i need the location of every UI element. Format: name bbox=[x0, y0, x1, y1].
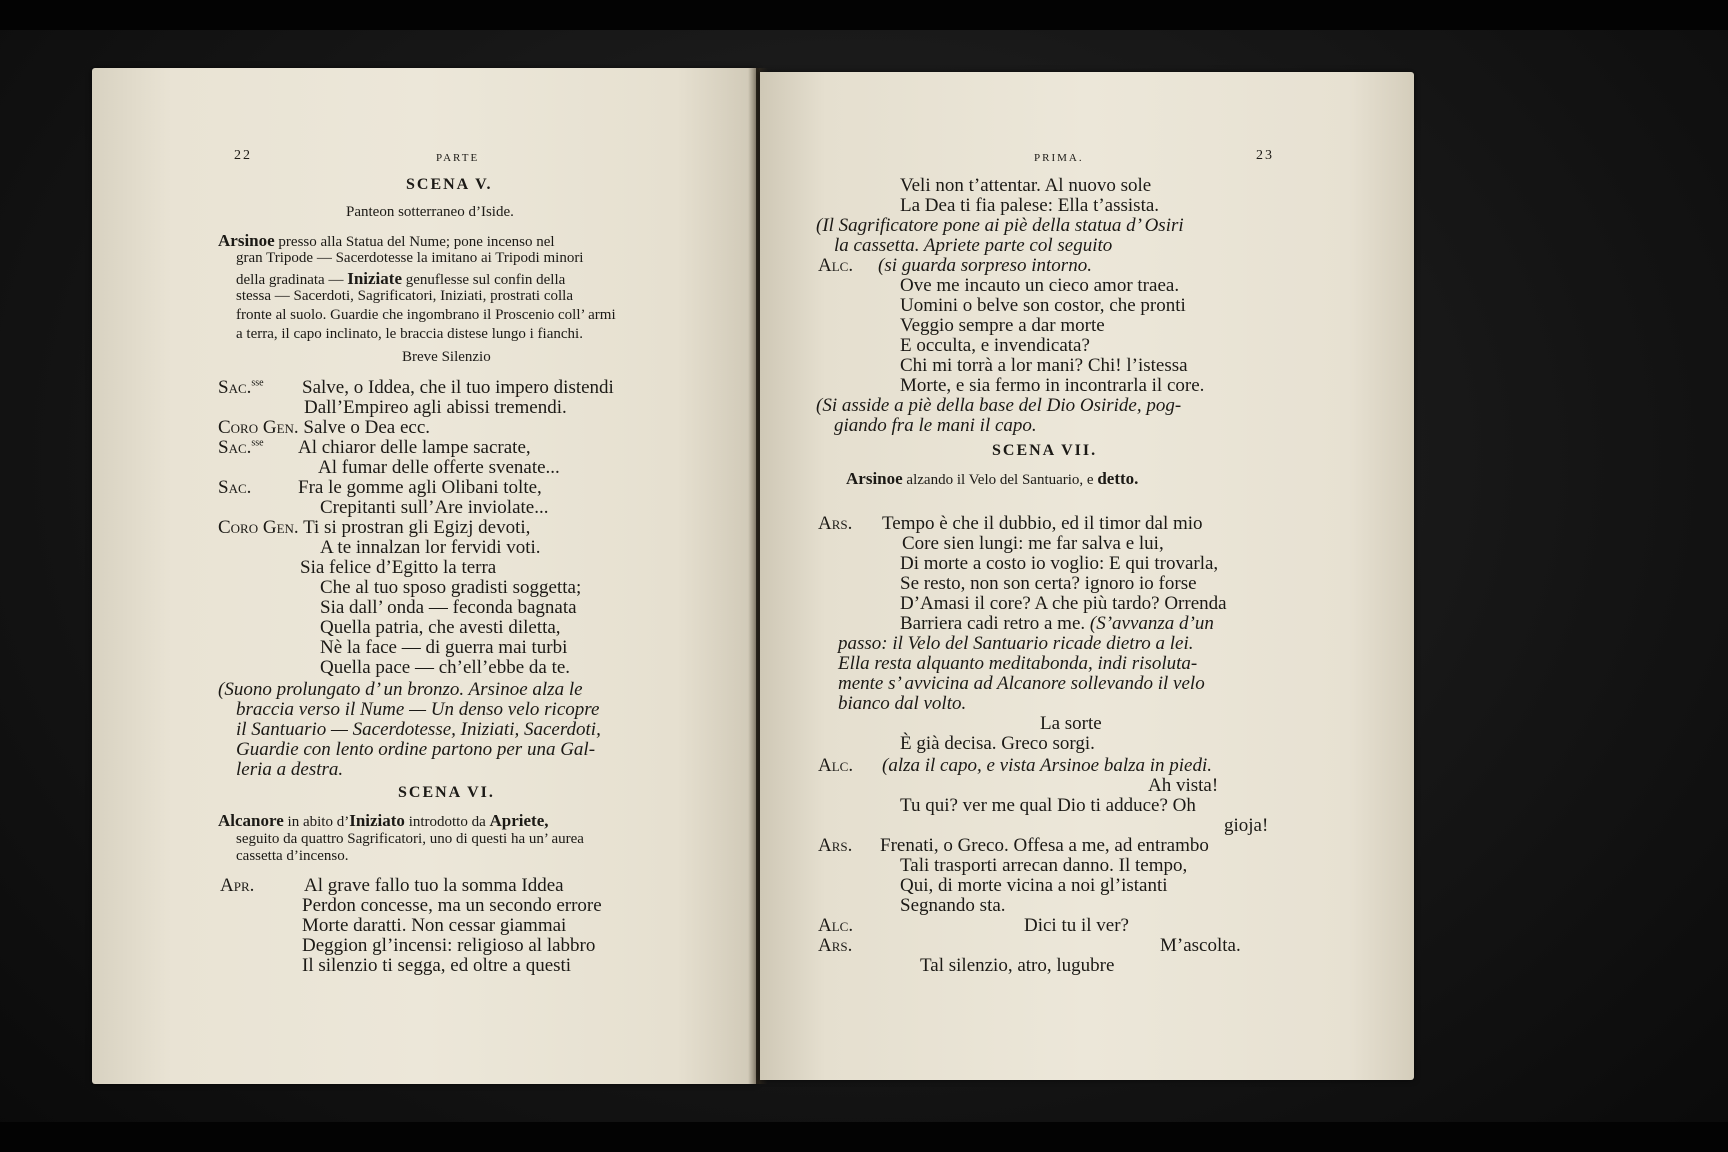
stage-direction-line: la cassetta. Apriete parte col seguito bbox=[834, 235, 1113, 256]
verse-line: Al fumar delle offerte svenate... bbox=[318, 457, 560, 478]
verse-speaker bbox=[218, 378, 264, 397]
verse-line: Sia dall’ onda — feconda bagnata bbox=[320, 597, 577, 618]
speaker-label: Ars. bbox=[818, 835, 853, 856]
speaker-label: Sac. bbox=[218, 377, 252, 398]
stage-direction-line: bianco dal volto. bbox=[838, 693, 967, 714]
scene-5-desc-line-1 bbox=[218, 232, 555, 250]
verse-line: Il silenzio ti segga, ed oltre a questi bbox=[302, 955, 572, 976]
verse-line: Fra le gomme agli Olibani tolte, bbox=[298, 477, 542, 498]
stage-direction-inline: (S’avvanza d’un bbox=[1089, 613, 1214, 634]
speaker-sup: sse bbox=[251, 377, 264, 389]
scene-6-title: SCENA VI. bbox=[398, 784, 495, 801]
verse-line: È già decisa. Greco sorgi. bbox=[900, 733, 1095, 754]
verse-speaker bbox=[218, 438, 264, 457]
verse-line: La sorte bbox=[1040, 713, 1102, 734]
scene-6-text-b: introdotto da bbox=[408, 814, 486, 830]
verse-line: Sia felice d’Egitto la terra bbox=[300, 557, 497, 578]
stage-direction-line: leria a destra. bbox=[236, 759, 344, 780]
scene-6-desc-line-1 bbox=[218, 812, 549, 830]
scene-7-desc-text: alzando il Velo del Santuario, e bbox=[906, 472, 1094, 488]
stage-direction-line: (Si asside a piè della base del Dio Osiride, pog- bbox=[816, 395, 1182, 416]
verse-line: Morte, e sia fermo in incontrarla il core. bbox=[900, 375, 1205, 396]
verse-line: Nè la face — di guerra mai turbi bbox=[320, 637, 568, 658]
verse-speaker bbox=[818, 514, 852, 533]
speaker-label: Coro Gen. bbox=[218, 417, 299, 438]
verse-line: Tempo è che il dubbio, ed il timor dal mio bbox=[882, 513, 1203, 534]
verse-line: Tu qui? ver me qual Dio ti adduce? Oh bbox=[900, 795, 1196, 816]
verse-line: La Dea ti fia palese: Ella t’assista. bbox=[900, 195, 1160, 216]
speaker-label: Ars. bbox=[818, 935, 853, 956]
verse-line: Al grave fallo tuo la somma Iddea bbox=[304, 875, 564, 896]
verse-text: Barriera cadi retro a me. bbox=[900, 613, 1086, 634]
scene-5-desc-line-4: stessa — Sacerdoti, Sagrificatori, Iniziati, prostrati colla bbox=[236, 288, 573, 304]
stage-direction-line: mente s’ avvicina ad Alcanore sollevando il velo bbox=[838, 673, 1205, 694]
verse-line: Frenati, o Greco. Offesa a me, ad entrambo bbox=[880, 835, 1209, 856]
speaker-label: Alc. bbox=[818, 255, 854, 276]
verse-speaker bbox=[818, 756, 853, 775]
verse-line: Ah vista! bbox=[1148, 775, 1219, 796]
verse-speaker bbox=[818, 916, 853, 935]
verse-line: M’ascolta. bbox=[1160, 935, 1241, 956]
verse-line: Quella patria, che avesti diletta, bbox=[320, 617, 561, 638]
verse-line: Veli non t’attentar. Al nuovo sole bbox=[900, 175, 1152, 196]
verse-line: Crepitanti sull’Are inviolate... bbox=[320, 497, 549, 518]
stage-direction-line: (si guarda sorpreso intorno. bbox=[878, 255, 1092, 276]
speaker-label: Coro Gen. bbox=[218, 517, 299, 538]
stage-direction-line: il Santuario — Sacerdotesse, Iniziati, Sacerdoti, bbox=[236, 719, 601, 740]
scene-5-title: SCENA V. bbox=[406, 176, 493, 193]
scene-7-desc bbox=[846, 470, 1138, 488]
verse-speaker bbox=[218, 478, 251, 497]
verse-text: Ti si prostran gli Egizj devoti, bbox=[303, 517, 531, 538]
verse-line: Salve, o Iddea, che il tuo impero distendi bbox=[302, 377, 614, 398]
verse-line: Al chiaror delle lampe sacrate, bbox=[298, 437, 531, 458]
speaker-label: Sac. bbox=[218, 437, 252, 458]
scene-5-desc-line-3 bbox=[236, 270, 565, 288]
verse-speaker bbox=[818, 256, 853, 275]
verse-line: Morte daratti. Non cessar giammai bbox=[302, 915, 567, 936]
verse-line: Che al tuo sposo gradisti soggetta; bbox=[320, 577, 582, 598]
alcanore-name: Alcanore bbox=[218, 811, 284, 830]
verse-line: Qui, di morte vicina a noi gl’istanti bbox=[900, 875, 1168, 896]
verse-line: Tal silenzio, atro, lugubre bbox=[920, 955, 1115, 976]
verse-line: D’Amasi il core? A che più tardo? Orrenda bbox=[900, 593, 1227, 614]
speaker-sup: sse bbox=[251, 437, 264, 449]
speaker-label: Sac. bbox=[218, 477, 252, 498]
verse-line bbox=[900, 614, 1214, 633]
left-running-head: PARTE bbox=[436, 152, 480, 164]
verse-line: E occulta, e invendicata? bbox=[900, 335, 1090, 356]
stage-direction-line: Guardie con lento ordine partono per una Gal- bbox=[236, 739, 596, 760]
stage-direction-line: (Il Sagrificatore pone ai piè della statua d’ Osiri bbox=[816, 215, 1184, 236]
verse-line: Quella pace — ch’ell’ebbe da te. bbox=[320, 657, 571, 678]
scene-5-desc-text-3b: genuflesse sul confin della bbox=[405, 272, 566, 288]
scene-5-setting: Panteon sotterraneo d’Iside. bbox=[346, 204, 514, 220]
speaker-label: Ars. bbox=[818, 513, 853, 534]
stage-direction-line: (alza il capo, e vista Arsinoe balza in piedi. bbox=[882, 755, 1213, 776]
speaker-label: Apr. bbox=[220, 875, 255, 896]
scene-5-desc-line-2: gran Tripode — Sacerdotesse la imitano ai Tripodi minori bbox=[236, 250, 584, 266]
scene-6-desc-line-3: cassetta d’incenso. bbox=[236, 848, 349, 864]
bottom-border bbox=[0, 1122, 1728, 1152]
verse-line: Perdon concesse, ma un secondo errore bbox=[302, 895, 602, 916]
stage-direction-line: braccia verso il Nume — Un denso velo ricopre bbox=[236, 699, 600, 720]
verse-line bbox=[218, 518, 530, 537]
stage-direction-line: (Suono prolungato d’ un bronzo. Arsinoe alza le bbox=[218, 679, 583, 700]
verse-line: Chi mi torrà a lor mani? Chi! l’istessa bbox=[900, 355, 1188, 376]
verse-line: Dall’Empireo agli abissi tremendi. bbox=[304, 397, 567, 418]
right-running-head: PRIMA. bbox=[1034, 152, 1084, 164]
scene-5-desc-line-5: fronte al suolo. Guardie che ingombrano il Proscenio coll’ armi bbox=[236, 307, 616, 323]
scene-6-text-a: in abito d’ bbox=[287, 814, 350, 830]
scene-5-desc-line-6: a terra, il capo inclinato, le braccia distese lungo i fianchi. bbox=[236, 326, 583, 342]
verse-speaker bbox=[220, 876, 254, 895]
arsinoe-name: Arsinoe bbox=[218, 231, 275, 250]
verse-line: Veggio sempre a dar morte bbox=[900, 315, 1105, 336]
scene-5-pause: Breve Silenzio bbox=[402, 349, 491, 365]
right-page-number: 23 bbox=[1256, 148, 1274, 163]
verse-line: Se resto, non son certa? ignoro io forse bbox=[900, 573, 1197, 594]
top-border bbox=[0, 0, 1728, 30]
verse-line: Ove me incauto un cieco amor traea. bbox=[900, 275, 1180, 296]
speaker-label: Alc. bbox=[818, 755, 854, 776]
scene-6-desc-line-2: seguito da quattro Sagrificatori, uno di questi ha un’ aurea bbox=[236, 831, 584, 847]
verse-line bbox=[218, 418, 430, 437]
left-page bbox=[92, 68, 756, 1084]
verse-line: Di morte a costo io voglio: E qui trovarla, bbox=[900, 553, 1219, 574]
verse-line: Deggion gl’incensi: religioso al labbro bbox=[302, 935, 596, 956]
apriete-name: Apriete, bbox=[489, 811, 549, 830]
stage-direction-line: passo: il Velo del Santuario ricade dietro a lei. bbox=[838, 633, 1194, 654]
verse-line: Uomini o belve son costor, che pronti bbox=[900, 295, 1186, 316]
scene-5-desc-text-3: della gradinata — bbox=[236, 272, 344, 288]
arsinoe-name: Arsinoe bbox=[846, 469, 903, 488]
verse-line: Core sien lungi: me far salva e lui, bbox=[902, 533, 1164, 554]
verse-text: Salve o Dea ecc. bbox=[303, 417, 431, 438]
stage-direction-line: Ella resta alquanto meditabonda, indi risoluta- bbox=[838, 653, 1198, 674]
verse-line: Tali trasporti arrecan danno. Il tempo, bbox=[900, 855, 1188, 876]
verse-speaker bbox=[818, 836, 852, 855]
speaker-label: Alc. bbox=[818, 915, 854, 936]
verse-line: Segnando sta. bbox=[900, 895, 1006, 916]
scene-5-desc-text-1: presso alla Statua del Nume; pone incenso nel bbox=[278, 234, 555, 250]
verse-line: A te innalzan lor fervidi voti. bbox=[320, 537, 541, 558]
right-page bbox=[760, 72, 1414, 1080]
detto-label: detto. bbox=[1097, 469, 1139, 488]
scene-7-title: SCENA VII. bbox=[992, 442, 1098, 459]
verse-speaker bbox=[818, 936, 852, 955]
stage-direction-line: giando fra le mani il capo. bbox=[834, 415, 1037, 436]
verse-line: Dici tu il ver? bbox=[1024, 915, 1129, 936]
iniziate-name: Iniziate bbox=[347, 269, 402, 288]
verse-line: gioja! bbox=[1224, 815, 1269, 836]
left-page-number: 22 bbox=[234, 148, 252, 163]
iniziato-name: Iniziato bbox=[349, 811, 405, 830]
